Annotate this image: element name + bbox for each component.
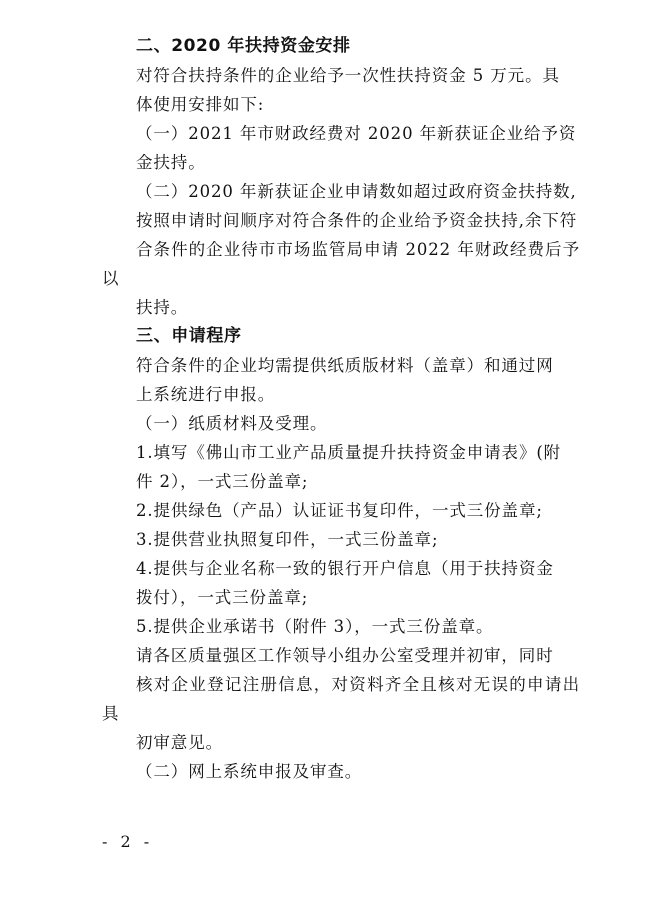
paragraph-step-4 [102, 554, 580, 612]
paragraph-step-5 [102, 612, 580, 641]
paragraph-online-review [102, 757, 580, 786]
paragraph-paper-materials [102, 409, 580, 438]
text-line: 2.提供绿色（产品）认证证书复印件，一式三份盖章; [136, 501, 543, 520]
text-line: 按照申请时间顺序对符合条件的企业给予资金扶持,余下符 [136, 211, 578, 230]
text-line: 上系统进行申报。 [136, 385, 276, 404]
text-line: （二）2020 年新获证企业申请数如超过政府资金扶持数, [136, 182, 577, 201]
paragraph-review [102, 641, 580, 757]
text-line: 拨付），一式三份盖章; [136, 588, 309, 607]
paragraph-step-3 [102, 525, 580, 554]
text-line: 核对企业登记注册信息，对资料齐全且核对无误的申请出具 [102, 675, 580, 723]
text-line: 初审意见。 [136, 733, 223, 752]
text-line: 5.提供企业承诺书（附件 3），一式三份盖章。 [136, 617, 494, 636]
section-heading-funding: 二、2020 年扶持资金安排 [136, 36, 351, 56]
text-line: 4.提供与企业名称一致的银行开户信息（用于扶持资金 [136, 559, 554, 578]
text-line: 合条件的企业待市市场监管局申请 2022 年财政经费后予以 [102, 240, 580, 288]
paragraph-procedure-intro [102, 351, 580, 409]
text-line: 对符合扶持条件的企业给予一次性扶持资金 5 万元。具 [136, 66, 560, 85]
document-body [102, 32, 580, 786]
text-line: 体使用安排如下: [136, 95, 265, 114]
paragraph-item-1 [102, 119, 580, 177]
page-number: - 2 - [102, 832, 154, 851]
text-line: 符合条件的企业均需提供纸质版材料（盖章）和通过网 [136, 356, 554, 375]
paragraph-item-2 [102, 177, 580, 322]
text-line: 件 2），一式三份盖章; [136, 472, 309, 491]
paragraph-step-1 [102, 438, 580, 496]
text-line: 1.填写《佛山市工业产品质量提升扶持资金申请表》(附 [136, 443, 562, 462]
text-line: 3.提供营业执照复印件，一式三份盖章; [136, 530, 439, 549]
text-line: （一）2021 年市财政经费对 2020 年新获证企业给予资 [136, 124, 577, 143]
section-heading-procedure: 三、申请程序 [136, 326, 242, 346]
text-line: 金扶持。 [136, 153, 206, 172]
text-line: 请各区质量强区工作领导小组办公室受理并初审，同时 [136, 646, 554, 665]
paragraph-funding-amount [102, 61, 580, 119]
paragraph-step-2 [102, 496, 580, 525]
text-line: （一）纸质材料及受理。 [136, 414, 328, 433]
text-line: 扶持。 [136, 298, 189, 317]
text-line: （二）网上系统申报及审查。 [136, 762, 363, 781]
